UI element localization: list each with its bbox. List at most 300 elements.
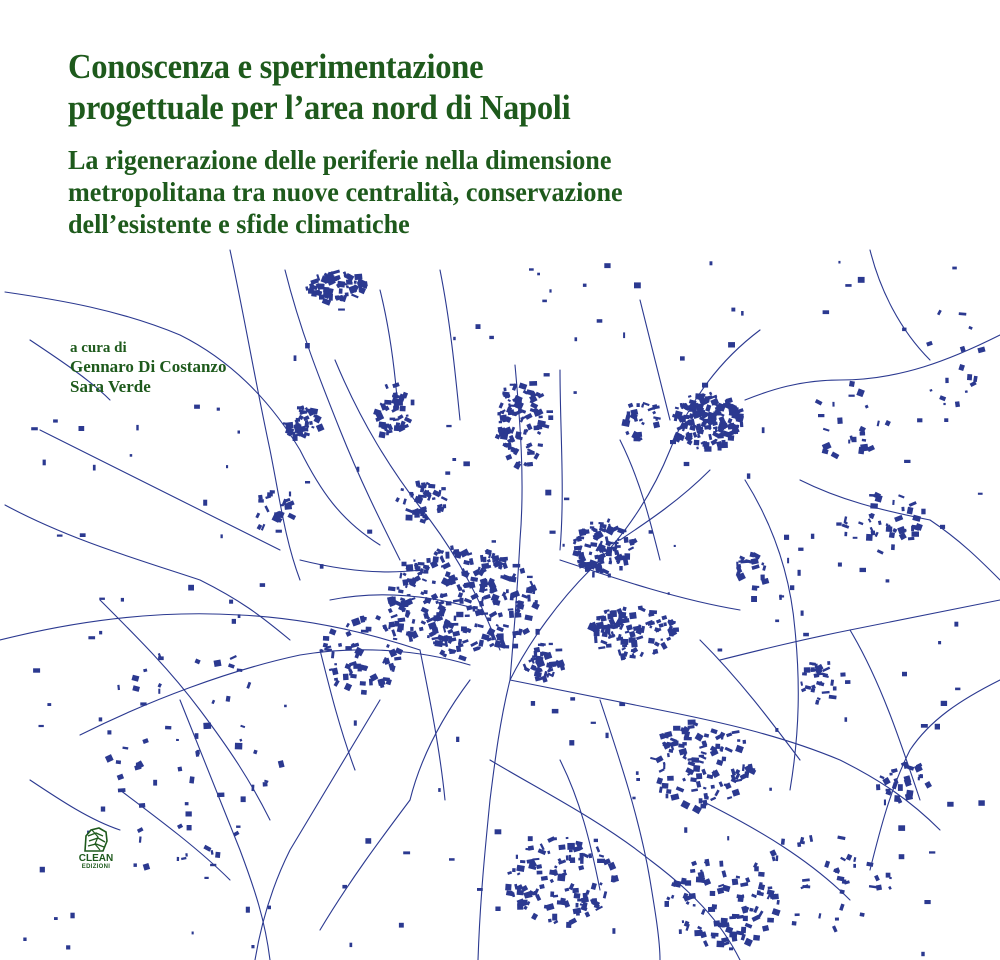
building-block <box>547 410 554 413</box>
building-block <box>853 857 856 862</box>
building-block <box>105 754 114 763</box>
building-block <box>361 281 368 287</box>
building-block <box>516 865 525 872</box>
building-block <box>512 631 519 636</box>
building-block <box>701 909 706 915</box>
building-block <box>432 627 439 634</box>
building-block <box>432 637 439 640</box>
building-block <box>662 783 669 789</box>
building-block <box>695 733 704 742</box>
building-block <box>569 740 574 745</box>
building-block <box>608 561 612 565</box>
building-block <box>629 655 635 659</box>
building-block <box>391 629 396 636</box>
building-block <box>620 639 628 645</box>
building-block <box>809 835 813 842</box>
building-block <box>918 777 920 780</box>
building-block <box>253 750 258 755</box>
building-block <box>239 739 242 742</box>
building-block <box>117 774 124 781</box>
building-block <box>512 644 518 649</box>
building-block <box>537 273 540 276</box>
building-block <box>452 631 460 637</box>
building-block <box>181 857 187 860</box>
building-block <box>520 568 526 574</box>
building-block <box>489 611 498 618</box>
building-block <box>729 916 736 919</box>
building-block <box>176 739 179 741</box>
building-block <box>477 624 483 628</box>
building-block <box>629 631 636 638</box>
building-block <box>432 580 436 584</box>
building-block <box>405 515 412 521</box>
building-block <box>251 785 254 792</box>
building-block <box>470 577 478 582</box>
building-block <box>853 537 858 539</box>
building-block <box>704 396 710 402</box>
book-title <box>68 46 570 128</box>
building-block <box>460 598 464 604</box>
building-block <box>921 952 924 956</box>
building-block <box>532 858 539 861</box>
building-block <box>935 724 940 730</box>
building-block <box>840 672 845 676</box>
building-block <box>338 643 342 647</box>
building-block <box>684 827 687 833</box>
building-block <box>959 312 967 315</box>
building-block <box>660 642 667 650</box>
building-block <box>404 600 409 606</box>
building-block <box>461 626 467 631</box>
building-block <box>495 907 500 912</box>
building-block <box>768 886 773 889</box>
building-block <box>258 499 264 502</box>
building-block <box>814 673 820 678</box>
building-block <box>241 796 246 802</box>
building-block <box>383 625 387 629</box>
building-block <box>186 811 192 816</box>
building-block <box>722 757 727 762</box>
building-block <box>395 497 400 502</box>
building-block <box>704 733 709 737</box>
building-block <box>409 492 413 496</box>
building-block <box>510 594 514 601</box>
building-block <box>629 612 637 619</box>
building-block <box>329 628 337 635</box>
building-block <box>210 864 216 866</box>
building-block <box>549 643 553 645</box>
building-block <box>801 611 804 616</box>
building-block <box>772 908 781 916</box>
book-subtitle <box>68 144 623 240</box>
building-block <box>397 587 400 590</box>
building-block <box>926 341 933 347</box>
building-block <box>623 332 625 338</box>
building-block <box>531 913 538 920</box>
building-block <box>527 576 533 578</box>
building-block <box>680 800 690 810</box>
building-block <box>898 494 905 498</box>
building-block <box>655 755 664 763</box>
building-block <box>365 838 371 844</box>
building-block <box>917 418 922 422</box>
building-block <box>590 522 593 525</box>
building-block <box>463 461 470 466</box>
building-block <box>625 415 631 422</box>
building-block <box>437 510 441 514</box>
building-block <box>653 421 660 428</box>
building-block <box>666 789 671 794</box>
building-block <box>633 416 638 422</box>
building-block <box>549 289 551 292</box>
building-block <box>189 776 194 783</box>
building-block <box>480 612 488 615</box>
building-block <box>612 928 615 934</box>
building-block <box>703 940 709 947</box>
building-block <box>570 857 575 863</box>
building-block <box>333 270 340 275</box>
building-block <box>503 387 506 391</box>
building-block <box>214 659 222 667</box>
building-block <box>583 284 587 287</box>
building-block <box>792 921 797 926</box>
building-block <box>524 615 532 621</box>
building-block <box>703 787 707 790</box>
building-block <box>263 782 268 787</box>
building-block <box>456 612 463 617</box>
building-block <box>666 896 670 900</box>
building-block <box>550 879 554 883</box>
building-block <box>412 510 420 516</box>
building-block <box>884 800 886 806</box>
building-block <box>203 845 211 852</box>
building-block <box>628 546 634 551</box>
building-block <box>447 629 453 634</box>
building-block <box>797 842 801 847</box>
building-block <box>40 867 45 873</box>
building-block <box>696 773 702 779</box>
building-block <box>712 904 717 909</box>
building-block <box>524 891 533 898</box>
building-block <box>701 769 706 775</box>
building-block <box>492 540 496 543</box>
building-block <box>715 422 718 424</box>
building-block <box>902 328 906 332</box>
building-block <box>718 649 723 652</box>
building-block <box>776 855 779 861</box>
building-block <box>449 649 455 654</box>
building-block <box>354 720 357 725</box>
building-block <box>452 458 456 461</box>
building-block <box>346 623 350 628</box>
building-block <box>944 418 948 422</box>
building-block <box>649 530 653 534</box>
building-block <box>185 853 188 857</box>
building-block <box>596 617 600 620</box>
building-block <box>508 608 514 611</box>
building-block <box>941 701 947 706</box>
building-block <box>438 788 441 792</box>
building-block <box>639 418 643 421</box>
building-block <box>877 421 880 427</box>
building-block <box>762 565 766 571</box>
building-block <box>433 551 438 556</box>
building-block <box>859 912 864 917</box>
building-block <box>538 443 543 447</box>
building-block <box>691 788 698 792</box>
building-block <box>574 391 577 394</box>
building-block <box>798 548 803 551</box>
building-block <box>294 355 297 361</box>
building-block <box>638 605 643 609</box>
building-block <box>666 637 671 641</box>
building-block <box>539 884 545 889</box>
building-block <box>624 537 629 543</box>
building-block <box>619 566 622 571</box>
building-block <box>751 596 757 602</box>
building-block <box>334 663 337 665</box>
building-block <box>625 630 630 633</box>
building-block <box>747 473 750 478</box>
building-block <box>516 855 518 859</box>
building-block <box>690 869 695 873</box>
building-block <box>670 440 676 444</box>
building-block <box>517 872 521 875</box>
building-block <box>316 423 325 432</box>
building-block <box>522 628 530 635</box>
publisher-subname: EDIZIONI <box>81 864 111 870</box>
building-block <box>507 871 512 875</box>
building-block <box>276 530 282 533</box>
curated-by-label: a cura di <box>70 340 127 356</box>
building-block <box>659 623 664 628</box>
building-block <box>621 647 626 651</box>
building-block <box>388 663 395 671</box>
building-block <box>379 431 386 438</box>
building-block <box>238 614 241 618</box>
building-block <box>907 765 914 771</box>
building-block <box>631 647 638 653</box>
building-block <box>779 595 782 600</box>
building-block <box>552 709 559 714</box>
building-block <box>539 416 543 419</box>
building-block <box>319 295 324 300</box>
building-block <box>732 878 739 885</box>
building-block <box>481 563 489 569</box>
building-block <box>744 938 753 947</box>
building-block <box>858 447 864 455</box>
building-block <box>569 850 573 853</box>
building-block <box>862 439 866 442</box>
building-block <box>226 696 231 702</box>
building-block <box>542 300 547 303</box>
building-block <box>498 612 503 617</box>
building-block <box>405 508 413 513</box>
building-block <box>611 875 616 882</box>
building-block <box>576 912 580 916</box>
building-block <box>725 400 731 403</box>
building-block <box>402 562 407 567</box>
building-block <box>232 619 236 624</box>
curators-block <box>70 339 226 397</box>
building-block <box>386 644 390 648</box>
building-block <box>770 849 777 857</box>
building-block <box>137 827 144 833</box>
building-block <box>954 622 958 627</box>
building-block <box>403 572 407 576</box>
building-block <box>877 549 884 554</box>
building-block <box>445 641 449 647</box>
building-block <box>435 601 439 605</box>
building-block <box>691 861 697 867</box>
building-block <box>784 535 789 540</box>
building-block <box>968 326 972 330</box>
building-block <box>682 730 687 735</box>
building-block <box>140 702 146 705</box>
building-block <box>393 638 398 641</box>
building-block <box>666 794 669 799</box>
building-block <box>705 859 710 867</box>
building-block <box>886 873 891 878</box>
building-block <box>412 619 416 624</box>
building-block <box>693 904 696 907</box>
building-block <box>505 884 511 891</box>
building-block <box>798 570 801 576</box>
building-block <box>674 545 676 547</box>
building-block <box>709 392 712 396</box>
building-block <box>907 507 914 515</box>
building-block <box>346 279 353 284</box>
building-block <box>409 579 414 585</box>
building-block <box>332 281 334 283</box>
building-block <box>23 938 26 942</box>
building-block <box>865 405 869 409</box>
building-block <box>671 895 675 899</box>
building-block <box>661 615 667 620</box>
building-block <box>528 836 533 841</box>
building-block <box>354 281 357 284</box>
building-block <box>599 882 603 886</box>
building-block <box>849 395 855 397</box>
building-block <box>625 431 629 435</box>
building-block <box>422 578 427 582</box>
building-block <box>386 430 389 435</box>
building-block <box>400 488 404 491</box>
building-block <box>835 917 839 920</box>
building-block <box>142 738 149 744</box>
building-block <box>500 433 508 440</box>
editor-name-2: Sara Verde <box>70 377 151 396</box>
building-block <box>818 414 824 417</box>
building-block <box>817 697 821 700</box>
building-block <box>132 685 140 692</box>
building-block <box>192 932 194 935</box>
building-block <box>440 593 444 598</box>
building-block <box>406 414 409 416</box>
building-block <box>594 630 600 636</box>
building-block <box>743 916 748 921</box>
building-block <box>665 901 670 907</box>
building-block <box>790 585 794 590</box>
building-block <box>525 848 529 850</box>
building-block <box>116 760 121 764</box>
building-block <box>217 793 224 798</box>
building-block <box>518 629 523 636</box>
building-block <box>743 740 747 744</box>
building-block <box>217 408 220 411</box>
building-block <box>270 490 275 493</box>
building-block <box>596 622 604 630</box>
building-block <box>924 900 930 904</box>
building-block <box>590 542 597 547</box>
building-block <box>711 785 715 789</box>
building-block <box>641 404 644 408</box>
building-block <box>432 556 438 562</box>
building-block <box>566 837 569 839</box>
building-block <box>576 903 579 908</box>
building-block <box>659 787 663 794</box>
building-block <box>830 680 834 686</box>
building-block <box>441 496 448 501</box>
building-block <box>703 441 708 446</box>
building-block <box>521 594 528 599</box>
building-block <box>507 399 510 402</box>
building-block <box>334 678 338 681</box>
building-block <box>741 311 744 316</box>
building-block <box>622 607 626 612</box>
building-block <box>634 432 642 438</box>
building-block <box>47 703 51 706</box>
building-block <box>369 679 373 686</box>
building-block <box>947 802 953 807</box>
building-block <box>456 737 459 742</box>
building-block <box>891 544 895 550</box>
building-block <box>641 626 646 633</box>
building-block <box>393 406 399 409</box>
building-block <box>499 421 502 423</box>
building-block <box>670 793 679 800</box>
building-block <box>99 631 102 635</box>
building-block <box>804 667 811 673</box>
building-block <box>407 594 411 597</box>
building-block <box>636 635 643 640</box>
building-block <box>323 287 329 292</box>
building-block <box>648 638 655 644</box>
building-block <box>628 403 634 408</box>
building-block <box>649 625 652 628</box>
building-block <box>39 725 44 727</box>
building-block <box>426 558 431 563</box>
building-block <box>342 885 347 889</box>
building-block <box>753 935 760 941</box>
building-block <box>445 471 450 474</box>
building-block <box>394 657 401 661</box>
building-block <box>663 622 667 626</box>
building-block <box>428 484 435 489</box>
building-block <box>577 899 581 902</box>
building-block <box>631 640 638 648</box>
building-block <box>719 861 723 867</box>
building-block <box>632 797 635 800</box>
building-block <box>268 906 271 910</box>
building-block <box>977 347 985 354</box>
building-block <box>844 516 848 522</box>
building-block <box>839 889 844 894</box>
building-block <box>235 743 243 750</box>
building-block <box>33 668 40 672</box>
building-block <box>456 645 461 652</box>
building-block <box>710 891 715 896</box>
